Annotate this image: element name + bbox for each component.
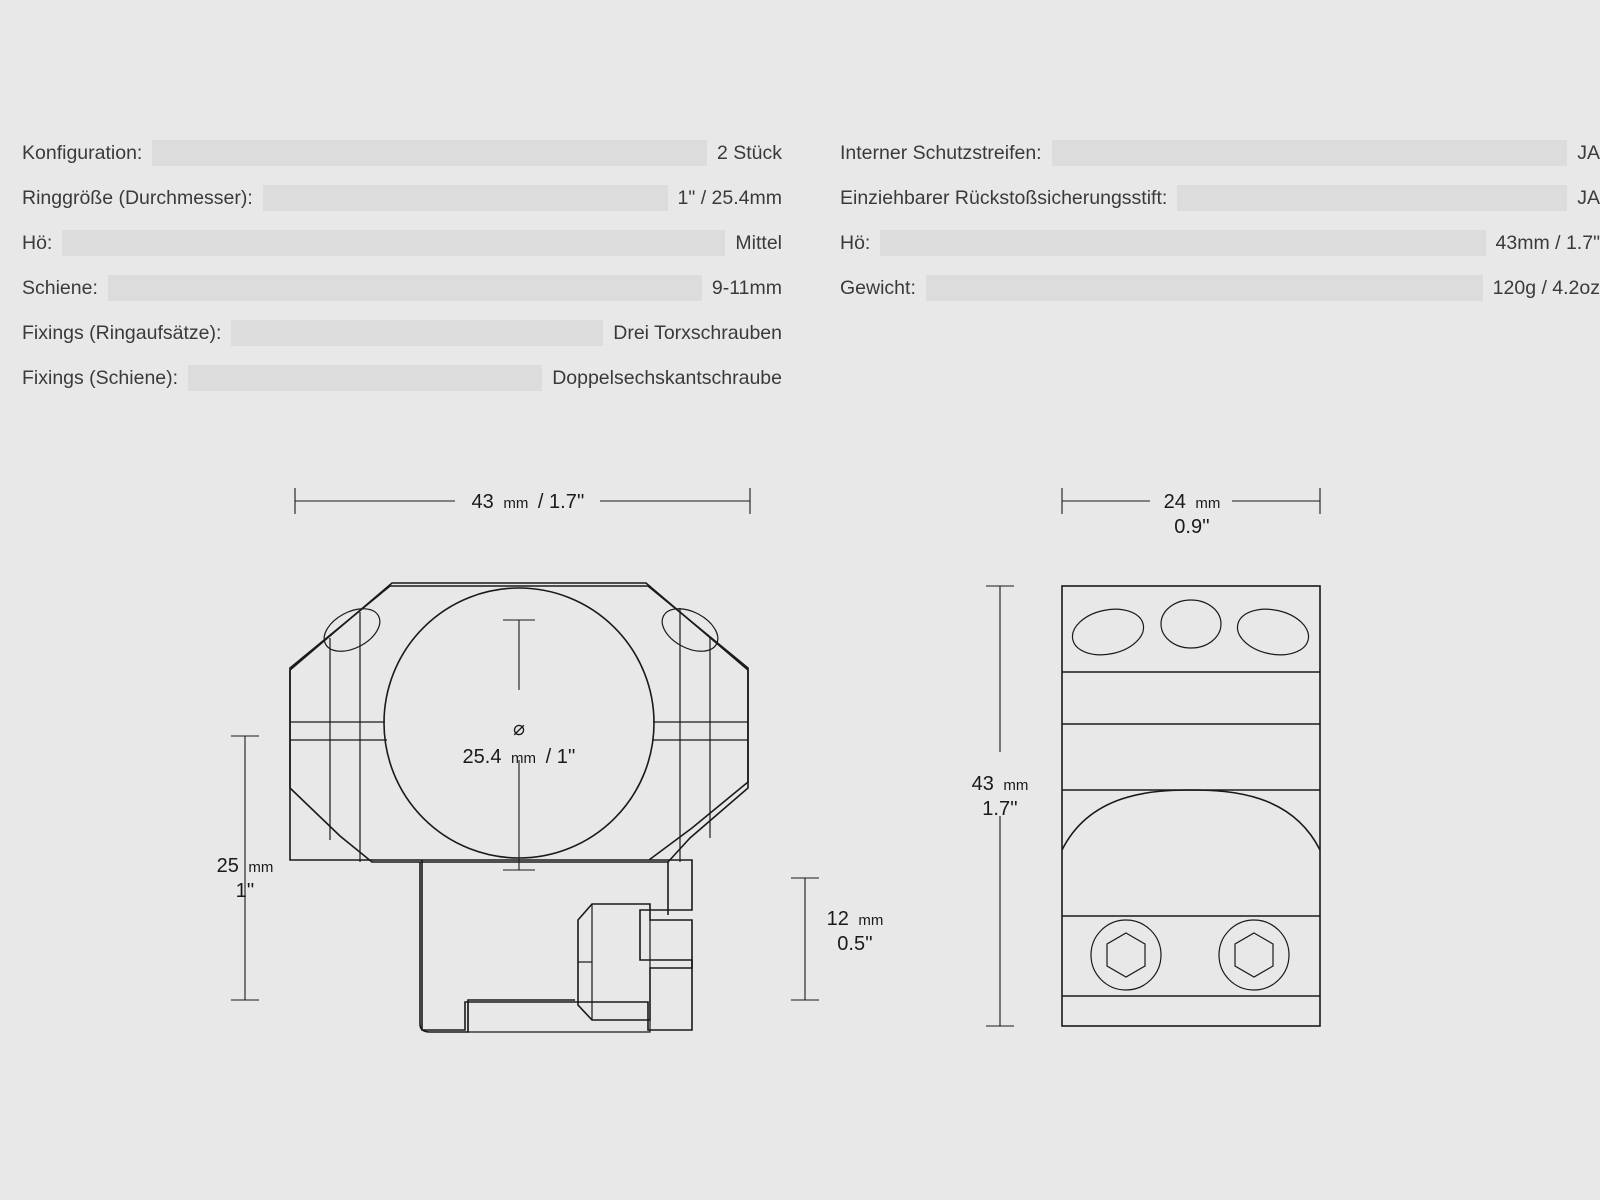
spec-label: Hö: [22,231,53,254]
side-height-unit: mm [1003,777,1029,794]
spec-label: Gewicht: [840,276,916,299]
side-height-value: 43 [971,773,994,795]
spec-value: JA [1577,141,1600,164]
front-width-label [472,491,585,513]
spec-value: Doppelsechskantschraube [552,366,782,389]
side-width-dimension [1062,488,1320,538]
front-width-dimension [295,488,750,514]
torx-screw-left-icon [317,600,387,660]
bore-label [463,746,576,768]
side-width-unit: mm [1195,495,1221,512]
spec-label: Hö: [840,231,871,254]
front-height-unit: mm [248,859,274,876]
torx-screw-side-left-icon [1068,603,1148,661]
spec-value: 1" / 25.4mm [677,186,782,209]
front-view-drawing [217,488,884,1032]
spec-label: Fixings (Ringaufsätze): [22,321,222,344]
spec-value: Drei Torxschrauben [613,321,782,344]
front-height-dimension [217,736,274,1000]
front-width-unit: mm [503,495,529,512]
bore-value: 25.4 [462,746,502,768]
side-view-drawing [972,488,1320,1026]
front-width-imperial: / 1.7'' [537,491,585,513]
spec-label: Konfiguration: [22,141,143,164]
spec-label: Fixings (Schiene): [22,366,179,389]
spec-value: Mittel [735,231,782,254]
bore-unit: mm [511,750,537,767]
spec-value: 43mm / 1.7" [1495,231,1600,254]
torx-screw-right-icon [655,600,725,660]
front-width-value: 43 [471,491,494,513]
spec-value: JA [1577,186,1600,209]
front-height-value: 25 [216,855,239,877]
front-base-imperial: 0.5'' [837,933,873,955]
side-width-imperial: 0.9'' [1174,516,1210,538]
side-height-imperial: 1.7'' [982,798,1018,820]
spec-label: Einziehbarer Rückstoßsicherungsstift: [840,186,1168,209]
spec-label: Schiene: [22,276,98,299]
front-height-imperial: 1'' [235,880,255,902]
hex-bolt-right-icon [1219,920,1289,990]
torx-screw-side-right-icon [1233,603,1313,661]
side-height-dimension [972,586,1029,1026]
hex-bolt-left-icon [1091,920,1161,990]
bore-imperial: / 1'' [545,746,576,768]
front-base-unit: mm [858,912,884,929]
bore-symbol: ⌀ [512,718,526,740]
side-width-value: 24 [1163,491,1186,513]
front-base-label [827,908,884,930]
spec-label: Ringgröße (Durchmesser): [22,186,253,209]
torx-screw-side-middle-icon [1161,600,1221,648]
spec-value: 9-11mm [711,276,782,299]
side-body-outline [1062,586,1320,1026]
spec-label: Interner Schutzstreifen: [840,141,1042,164]
spec-value: 2 Stück [716,141,782,164]
side-arch [1062,790,1320,850]
front-base-value: 12 [826,908,849,930]
bore-dimension [463,620,576,870]
spec-value: 120g / 4.2oz [1492,276,1600,299]
front-base-dimension [791,878,883,1000]
side-height-label [972,773,1029,795]
side-width-label [1164,491,1221,513]
